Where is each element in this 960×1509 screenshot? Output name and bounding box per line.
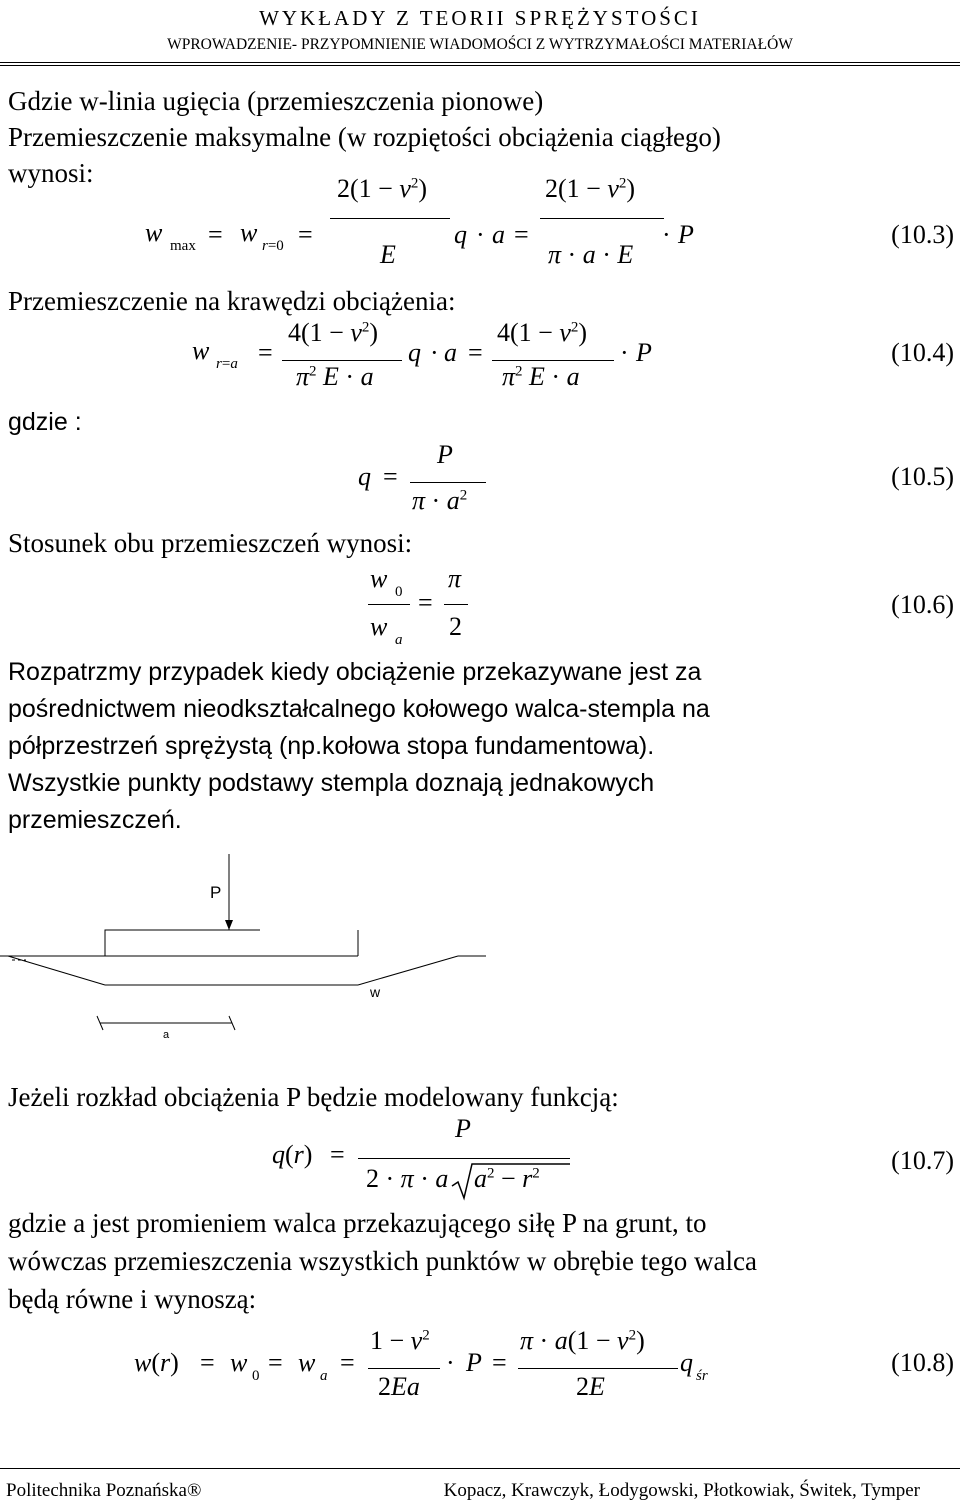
text-line: gdzie a jest promieniem walca przekazującego siłę P na grunt, to [8,1208,707,1238]
text-line: gdzie : [8,408,82,436]
equation-number: (10.6) [891,590,954,619]
header-rule-2 [0,65,960,66]
radius-label: a [163,1029,170,1041]
deflection-edge [358,956,458,985]
lecture-title: WYKŁADY Z TEORII SPRĘŻYSTOŚCI [259,6,701,30]
text-line: będą równe i wynoszą: [8,1284,257,1314]
header-rule [0,62,960,63]
text-line: pośrednictwem nieodkształcalnego kołowego walca-stempla na [8,695,710,723]
text-line: wówczas przemieszczenia wszystkich punktów w obrębie tego walca [8,1246,757,1276]
stamp-diagram [0,850,260,1045]
deflection-edge [8,956,105,985]
text-line: Wszystkie punkty podstawy stempla doznają jednakowych [8,769,655,797]
text-line: wynosi: [8,158,94,188]
text-line: Przemieszczenie na krawędzi obciążenia: [8,286,456,316]
load-label: P [210,883,222,902]
text-line: Stosunek obu przemieszczeń wynosi: [8,528,413,558]
footer-institution: Politechnika Poznańska® [6,1480,202,1501]
equation-number: (10.5) [891,462,954,491]
text-line: Gdzie w-linia ugięcia (przemieszczenia pionowe) [8,86,544,116]
lecture-subtitle: WPROWADZENIE- PRZYPOMNIENIE WIADOMOŚCI Z WYTRZYMAŁOŚCI MATERIAŁÓW [167,36,793,53]
equation-number: (10.4) [891,338,954,367]
text-line: półprzestrzeń sprężystą (np.kołowa stopa fundamentowa). [8,732,655,760]
footer-authors: Kopacz, Krawczyk, Łodygowski, Płotkowiak, Świtek, Tymper [443,1480,920,1501]
deflection-label-text: w [370,984,381,1000]
text-line: Jeżeli rozkład obciążenia P będzie modelowany funkcją: [8,1082,619,1112]
load-arrow-head [225,920,233,930]
text-line: przemieszczeń. [8,806,182,834]
text-line: Przemieszczenie maksymalne (w rozpiętości obciążenia ciągłego) [8,122,721,152]
rigid-stamp [105,930,260,956]
stamp-diagram-right [258,928,488,988]
text-line: Rozpatrzmy przypadek kiedy obciążenie przekazywane jest za [8,658,702,686]
footer-rule [0,1468,960,1469]
equation-number: (10.3) [891,220,954,249]
equation-number: (10.7) [891,1146,954,1175]
equation-number: (10.8) [891,1348,954,1377]
